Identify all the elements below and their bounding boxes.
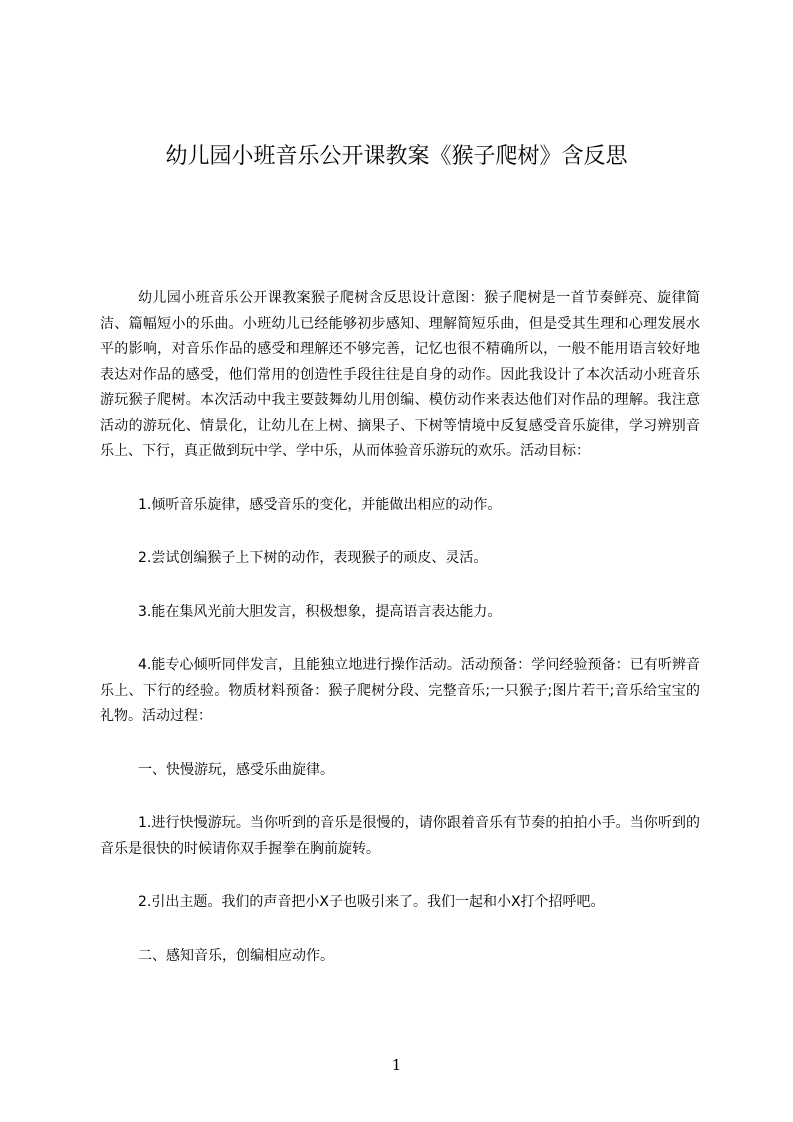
paragraph-step-2: 2.引出主题。我们的声音把小X子也吸引来了。我们一起和小X打个招呼吧。 [138,894,605,910]
paragraph-design-intent: 幼儿园小班音乐公开课教案猴子爬树含反思设计意图：猴子爬树是一首节奏鲜亮、旋律简洁、篇幅短小的乐曲。小班幼儿已经能够初步感知、理解简短乐曲，但是受其生理和心理发展水平的影响，对音乐作品的感受和理解还不够完善，记忆也很不精确所以，一般不能用语言较好地表达对作品的感受，他们常用的创造性手段往往是自身的动作。因此我设计了本次活动小班音乐游玩猴子爬树。本次活动中我主要鼓舞幼儿用创编、模仿动作来表达他们对作品的理解。我注意活动的游玩化、情景化，让幼儿在上树、摘果子、下树等情境中反复感受音乐旋律，学习辨别音乐上、下行，真正做到玩中学、学中乐，从而体验音乐游玩的欢乐。活动目标： [100,290,700,459]
paragraph-section-2: 二、感知音乐，创编相应动作。 [138,947,334,964]
paragraph-goal-4: 4.能专心倾听同伴发言，且能独立地进行操作活动。活动预备：学问经验预备：已有听辨音乐上、下行的经验。物质材料预备：猴子爬树分段、完整音乐;一只猴子;图片若干;音乐给宝宝的礼物。活动过程： [100,657,700,724]
paragraph-section-1: 一、快慢游玩，感受乐曲旋律。 [138,761,334,778]
paragraph-goal-3: 3.能在集风光前大胆发言，积极想象，提高语言表达能力。 [138,603,502,620]
paragraph-goal-2: 2.尝试创编猴子上下树的动作，表现猴子的顽皮、灵活。 [138,550,488,566]
document-body [100,286,700,997]
paragraph-step-1: 1.进行快慢游玩。当你听到的音乐是很慢的，请你跟着音乐有节奏的拍拍小手。当你听到的音乐是很快的时候请你双手握拳在胸前旋转。 [100,815,700,857]
paragraph-goal-1: 1.倾听音乐旋律，感受音乐的变化，并能做出相应的动作。 [138,496,502,513]
document-title: 幼儿园小班音乐公开课教案《猴子爬树》含反思 [165,144,628,169]
page-number: 1 [391,1056,402,1074]
